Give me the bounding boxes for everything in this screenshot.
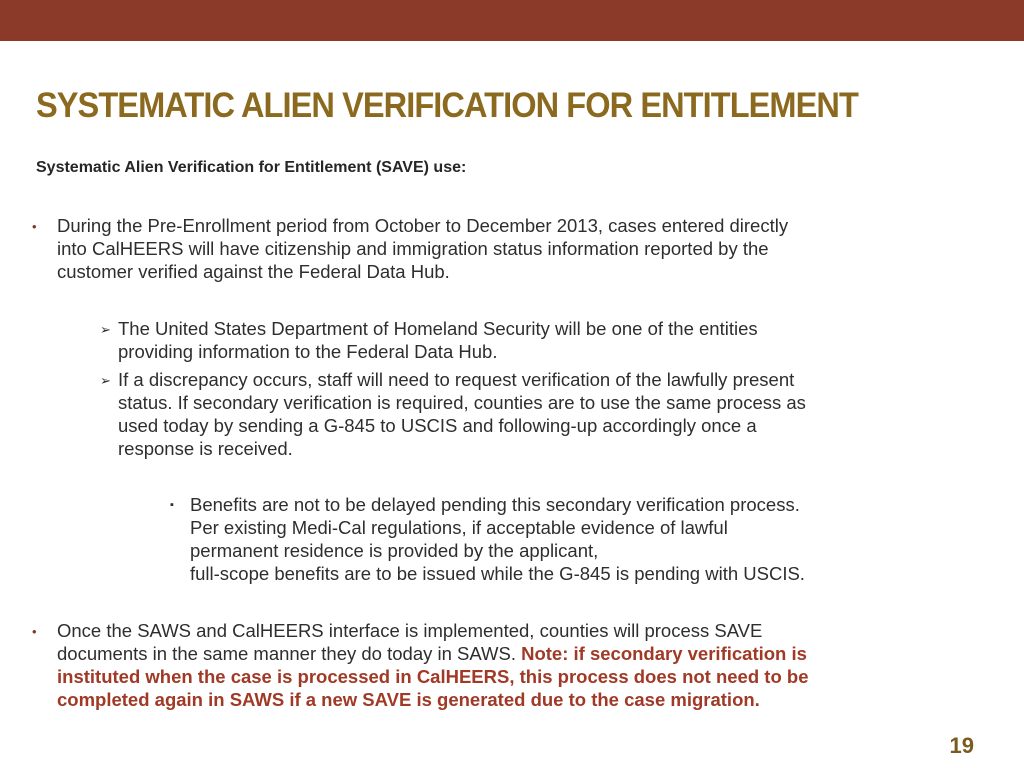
sub-bullet-discrepancy xyxy=(118,368,998,460)
slide-subtitle: Systematic Alien Verification for Entitlement (SAVE) use: xyxy=(36,159,467,176)
text-line: customer verified against the Federal Data Hub. xyxy=(57,261,450,282)
text-line: into CalHEERS will have citizenship and immigration status information reported by the xyxy=(57,238,769,259)
bullet-saws-interface xyxy=(57,619,997,711)
sub-bullet-dhs xyxy=(118,317,998,363)
top-accent-bar xyxy=(0,0,1024,41)
text-line: Benefits are not to be delayed pending this secondary verification process. xyxy=(190,494,800,515)
text-line: used today by sending a G-845 to USCIS and following-up accordingly once a xyxy=(118,415,757,436)
text-segment: documents in the same manner they do today in SAWS. xyxy=(57,643,522,664)
note-text: instituted when the case is processed in CalHEERS, this process does not need to be xyxy=(57,666,809,687)
bullet-pre-enrollment xyxy=(57,214,997,283)
sub-sub-bullet-benefits xyxy=(190,493,990,585)
text-line: providing information to the Federal Data Hub. xyxy=(118,341,498,362)
bullet-dot-icon: • xyxy=(32,624,37,639)
page-number: 19 xyxy=(949,733,974,758)
slide-title: SYSTEMATIC ALIEN VERIFICATION FOR ENTITLEMENT xyxy=(36,86,858,125)
text-line: If a discrepancy occurs, staff will need to request verification of the lawfully present xyxy=(118,369,795,390)
note-text: Note: if secondary verification is xyxy=(521,643,807,664)
text-line: The United States Department of Homeland Security will be one of the entities xyxy=(118,318,758,339)
text-line: status. If secondary verification is required, counties are to use the same process as xyxy=(118,392,806,413)
text-line: Once the SAWS and CalHEERS interface is implemented, counties will process SAVE xyxy=(57,620,763,641)
text-line: permanent residence is provided by the applicant, xyxy=(190,540,599,561)
text-line-mixed xyxy=(57,642,997,665)
bullet-dot-icon: • xyxy=(32,219,37,234)
square-bullet-icon: ▪ xyxy=(170,499,174,511)
arrow-bullet-icon: ➢ xyxy=(100,373,111,388)
text-line: response is received. xyxy=(118,438,293,459)
arrow-bullet-icon: ➢ xyxy=(100,322,111,337)
text-line: During the Pre-Enrollment period from October to December 2013, cases entered directly xyxy=(57,215,789,236)
text-line: full-scope benefits are to be issued while the G-845 is pending with USCIS. xyxy=(190,563,805,584)
text-line: Per existing Medi-Cal regulations, if acceptable evidence of lawful xyxy=(190,517,728,538)
note-text: completed again in SAWS if a new SAVE is generated due to the case migration. xyxy=(57,689,760,710)
